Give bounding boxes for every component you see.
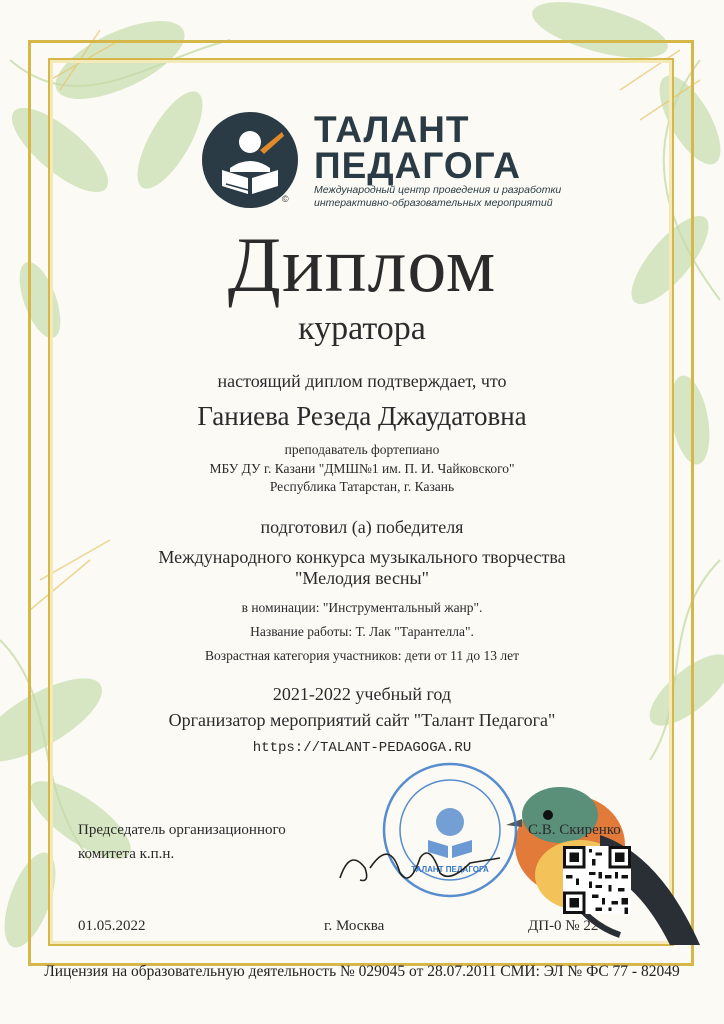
brand-line1: ТАЛАНТ	[314, 109, 470, 150]
recipient-name: Ганиева Резеда Джаудатовна	[197, 401, 527, 431]
diploma-title: Диплом	[227, 221, 497, 308]
signature	[330, 828, 510, 898]
chairman-name: С.В. Скиренко	[528, 822, 621, 838]
diploma-subtitle: куратора	[298, 310, 426, 347]
age-category-text: Возрастная категория участников: дети от 11 до 13 лет	[205, 648, 519, 663]
issue-date: 01.05.2022	[78, 918, 146, 934]
contest-name-line1: Международного конкурса музыкального творчества	[158, 547, 566, 567]
chairman-line2: комитета к.п.н.	[78, 846, 175, 862]
school-year: 2021-2022 учебный год	[272, 684, 452, 704]
contest-name-line2: "Мелодия весны"	[294, 568, 430, 588]
prepared-text: подготовил (а) победителя	[260, 517, 464, 537]
issue-city: г. Москва	[324, 918, 385, 934]
recipient-region: Республика Татарстан, г. Казань	[269, 479, 455, 494]
recipient-position: преподаватель фортепиано	[284, 442, 440, 457]
organizer-text: Организатор мероприятий сайт "Талант Педагога"	[168, 710, 556, 730]
stamp-center-text: ТАЛАНТ ПЕДАГОГА	[411, 865, 489, 874]
work-title-text: Название работы: Т. Лак "Тарантелла".	[250, 624, 474, 639]
website-link[interactable]: https://TALANT-PEDAGOGA.RU	[252, 740, 472, 756]
qr-code-icon	[563, 846, 631, 914]
nomination-text: в номинации: "Инструментальный жанр".	[241, 600, 483, 615]
chairman-title	[78, 818, 286, 866]
brand-subtitle: Международный центр проведения и разработки интерактивно-образовательных мероприятий	[314, 184, 562, 209]
brand-line2: ПЕДАГОГА	[314, 145, 521, 186]
copyright-mark: ©	[282, 194, 289, 204]
license-text: Лицензия на образовательную деятельность № 029045 от 28.07.2011 СМИ: ЭЛ № ФС 77 - 82049	[44, 963, 680, 980]
recipient-institution: МБУ ДУ г. Казани "ДМШ№1 им. П. И. Чайковского"	[209, 461, 515, 476]
confirmation-text: настоящий диплом подтверждает, что	[217, 371, 507, 391]
qr-code[interactable]	[563, 846, 631, 914]
chairman-line1: Председатель организационного	[78, 822, 286, 838]
diploma-number: ДП-0 № 22	[528, 918, 599, 934]
